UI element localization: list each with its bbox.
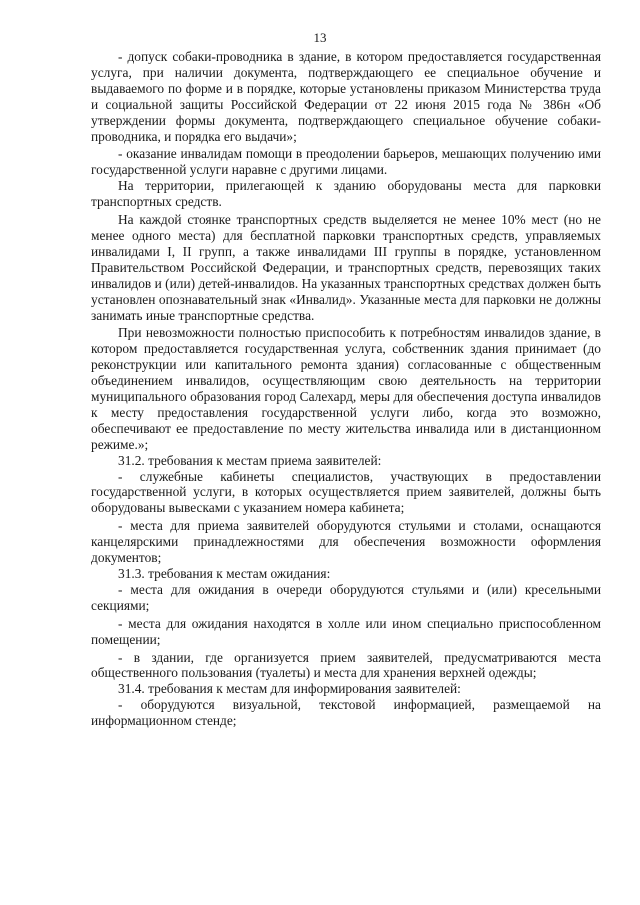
paragraph-parking-quota: На каждой стоянке транспортных средств выделяется не менее 10% мест (но не менее одного места) для бесплатной парковки транспортных средств, управляемых инвалидами I, II групп, а также инвалидами III группы в порядке, установленном Правительством Российской Федерации, и транспортных средств, перевозящих таких инвалидов и (или) детей-инвалидов. На указанных транспортных средствах должен быть установлен опознавательный знак «Инвалид». Указанные места для парковки не должны занимать иные транспортные средства. (91, 212, 601, 323)
paragraph-building-adaptation: При невозможности полностью приспособить к потребностям инвалидов здание, в котором предоставляется государственная услуга, собственник здания принимает (до реконструкции или капитального ремонта здания) согласованные с общественным объединением инвалидов, осуществляющим свою деятельность на территории муниципального образования город Салехард, меры для обеспечения доступа инвалидов к месту предоставления государственной услуги либо, когда это возможно, обеспечивают ее предоставление по месту жительства инвалида или в дистанционном режиме.»; (91, 325, 601, 452)
paragraph-info-stand: - оборудуются визуальной, текстовой информацией, размещаемой на информационном стенде; (91, 697, 601, 729)
paragraph-office-signs: - служебные кабинеты специалистов, участвующих в предоставлении государственной услуги, в которых осуществляется прием заявителей, должны быть оборудованы вывесками с указанием номера кабинета; (91, 468, 601, 516)
paragraph-section-31-3: 31.3. требования к местам ожидания: (118, 566, 331, 581)
paragraph-guide-dog: - допуск собаки-проводника в здание, в котором предоставляется государственная услуга, при наличии документа, подтверждающего ее специальное обучение и выдаваемого по форме и в порядке, которые установлены приказом Министерства труда и социальной защиты Российской Федерации от 22 июня 2015 года № 386н «Об утверждении формы документа, подтверждающего специальное обучение собаки-проводника, и порядка его выдачи»; (91, 49, 601, 144)
paragraph-section-31-2: 31.2. требования к местам приема заявителей: (118, 452, 382, 468)
paragraph-reception-furniture: - места для приема заявителей оборудуются стульями и столами, оснащаются канцелярскими принадлежностями для обеспечения возможности оформления документов; (91, 518, 601, 566)
document-body (91, 49, 601, 729)
page-number: 13 (313, 30, 327, 45)
paragraph-waiting-hall: - места для ожидания находятся в холле или ином специально приспособленном помещении; (91, 615, 601, 647)
paragraph-barrier-assistance: - оказание инвалидам помощи в преодолении барьеров, мешающих получению ими государственной услуги наравне с другими лицами. (91, 146, 601, 178)
paragraph-parking-area: На территории, прилегающей к зданию оборудованы места для парковки транспортных средств. (91, 178, 601, 210)
paragraph-public-facilities: - в здании, где организуется прием заявителей, предусматриваются места общественного пользования (туалеты) и места для хранения верхней одежды; (91, 649, 601, 681)
paragraph-waiting-seats: - места для ожидания в очереди оборудуются стульями и (или) кресельными секциями; (91, 581, 601, 613)
paragraph-section-31-4: 31.4. требования к местам для информирования заявителей: (118, 681, 461, 697)
